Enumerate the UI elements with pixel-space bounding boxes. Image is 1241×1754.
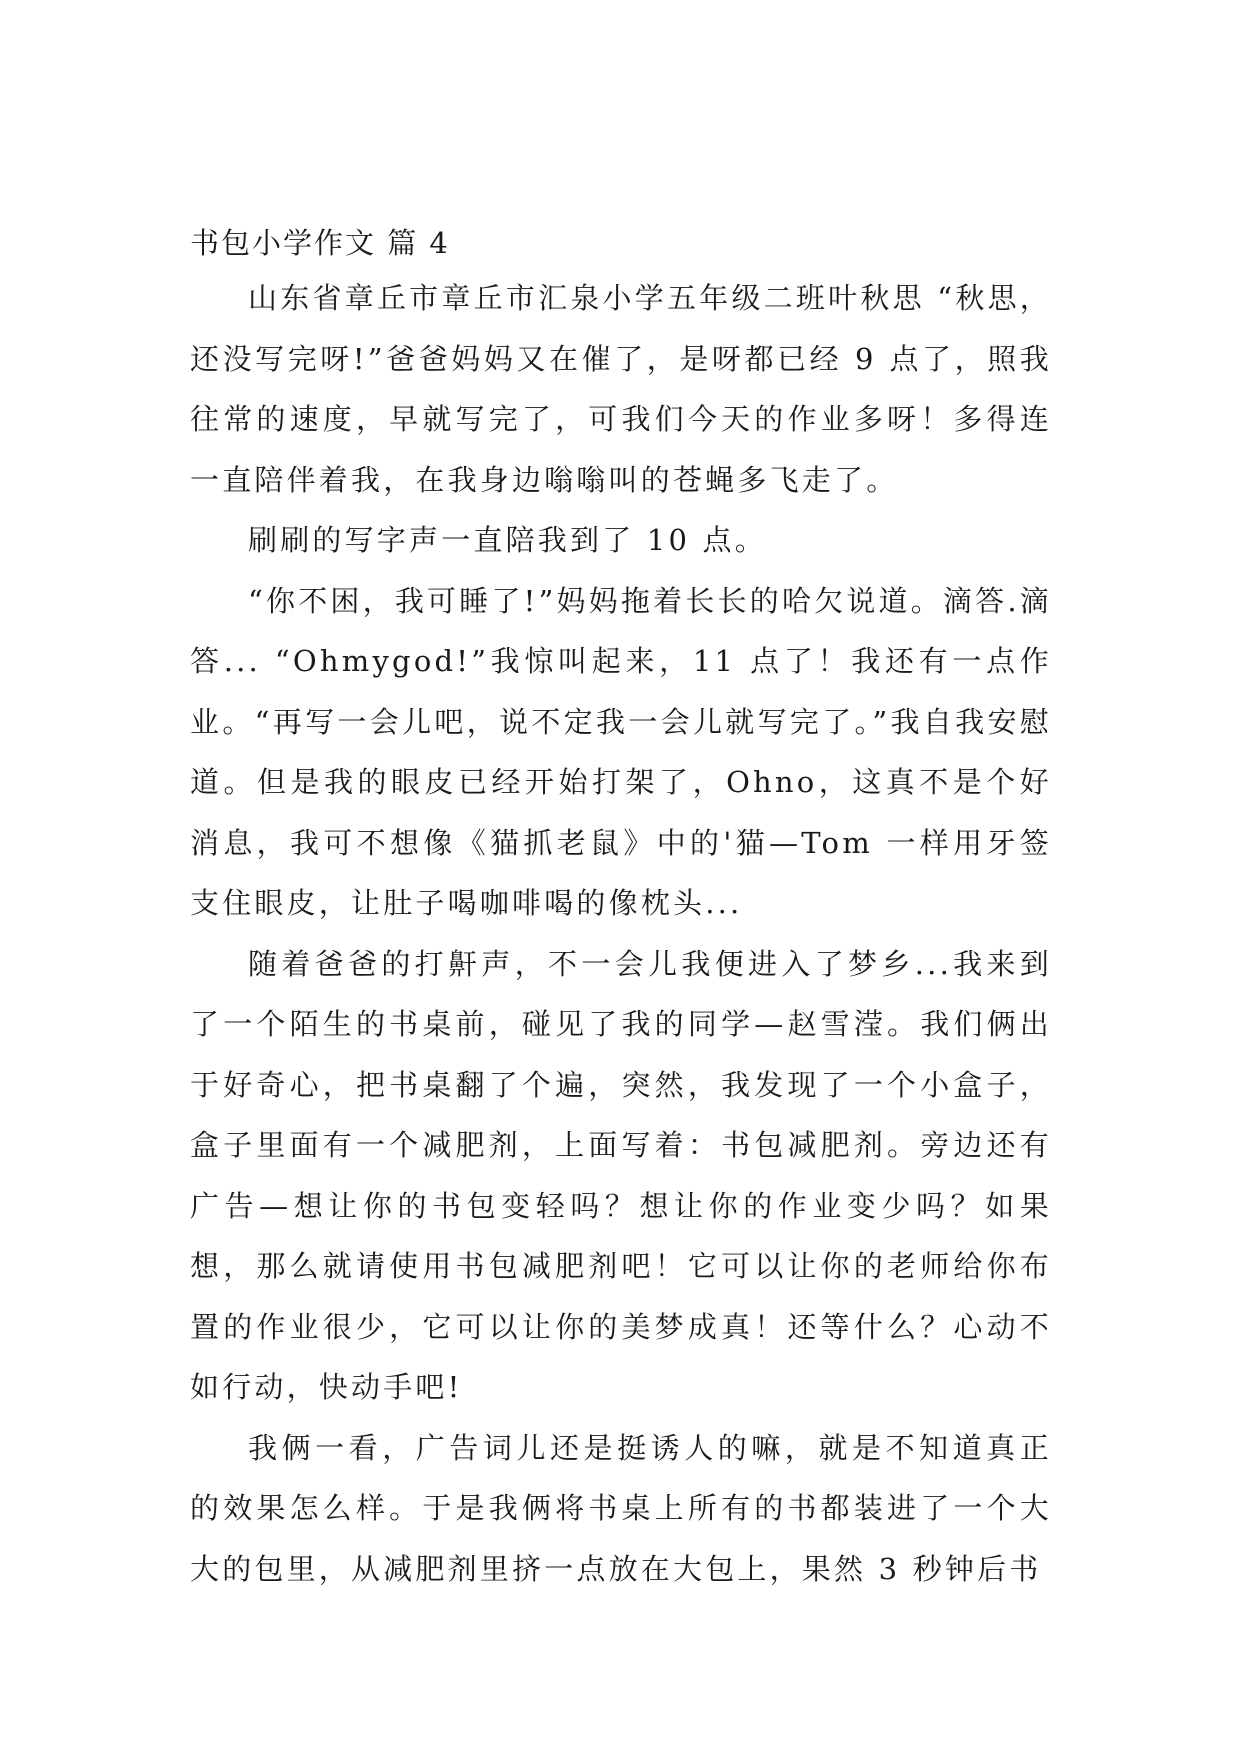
paragraph-2: 刷刷的写字声一直陪我到了 10 点。 — [248, 523, 767, 557]
document-body — [190, 218, 1052, 1599]
paragraph-5: 我俩一看，广告词儿还是挺诱人的嘛，就是不知道真正的效果怎么样。于是我俩将书桌上所有的书都装进了一个大大的包里，从减肥剂里挤一点放在大包上，果然 3 秒钟后书 — [190, 1430, 1052, 1586]
document-title: 书包小学作文 篇 4 — [190, 226, 450, 260]
paragraph-1: 山东省章丘市章丘市汇泉小学五年级二班叶秋思 “秋思，还没写完呀!”爸爸妈妈又在催了，是呀都已经 9 点了，照我往常的速度，早就写完了，可我们今天的作业多呀！多得连一直陪伴着我，在我身边嗡嗡叫的苍蝇多飞走了。 — [190, 281, 1052, 497]
paragraph-3: “你不困，我可睡了!”妈妈拖着长长的哈欠说道。滴答.滴答... “Ohmygod!”我惊叫起来，11 点了！我还有一点作业。“再写一会儿吧，说不定我一会儿就写完了。”我自我安慰道。但是我的眼皮已经开始打架了，Ohno，这真不是个好消息，我可不想像《猫抓老鼠》中的'猫—Tom 一样用牙签支住眼皮，让肚子喝咖啡喝的像枕头... — [190, 583, 1052, 920]
paragraph-4: 随着爸爸的打鼾声，不一会儿我便进入了梦乡...我来到了一个陌生的书桌前，碰见了我的同学—赵雪滢。我们俩出于好奇心，把书桌翻了个遍，突然，我发现了一个小盒子，盒子里面有一个减肥剂，上面写着：书包减肥剂。旁边还有广告—想让你的书包变轻吗？想让你的作业变少吗？如果想，那么就请使用书包减肥剂吧！它可以让你的老师给你布置的作业很少，它可以让你的美梦成真！还等什么？心动不如行动，快动手吧! — [190, 946, 1052, 1404]
